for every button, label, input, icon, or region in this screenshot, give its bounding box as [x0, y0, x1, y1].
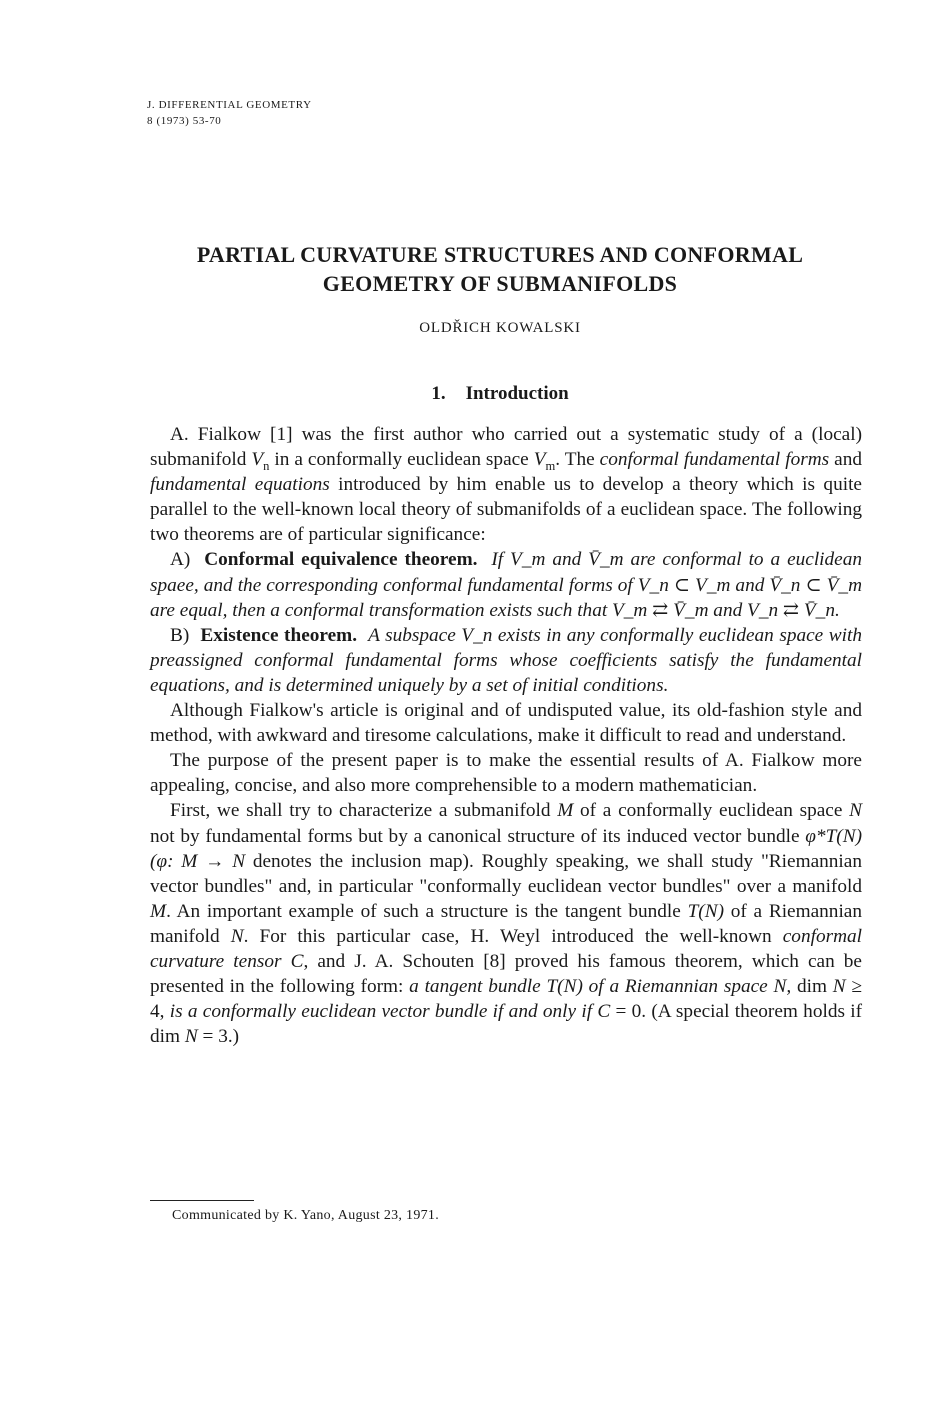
- paragraph-first: First, we shall try to characterize a submanifold M of a conformally euclidean space N not by fundamental forms but by a canonical structure of its induced vector bundle φ*T(N) (φ: M → N denotes the inclusion map). Roughly speaking, we shall study "Riemannian vector bundles" and, in particular "conformally euclidean vector bundles" over a manifold M. An important example of such a structure is the tangent bundle T(N) of a Riemannian manifold N. For this particular case, H. Weyl introduced the well-known conformal curvature tensor C, and J. A. Schouten [8] proved his famous theorem, which can be presented in the following form: a tangent bundle T(N) of a Riemannian space N, dim N ≥ 4, is a conformally euclidean vector bundle if and only if C = 0. (A special theorem holds if dim N = 3.): [150, 800, 863, 1048]
- footnote-rule: [150, 1200, 254, 1201]
- paragraph-purpose: The purpose of the present paper is to make the essential results of A. Fialkow more appealing, concise, and also more comprehensible to a modern mathematician.: [150, 750, 862, 797]
- journal-header: [147, 97, 312, 129]
- theorem-a-name: Conformal equivalence theorem.: [204, 549, 478, 571]
- paper-title: [100, 240, 900, 298]
- journal-citation: 8 (1973) 53-70: [147, 115, 222, 127]
- title-line-1: PARTIAL CURVATURE STRUCTURES AND CONFORMAL: [196, 242, 804, 267]
- theorem-a-label: A): [170, 549, 191, 571]
- body-text: [150, 422, 862, 1049]
- theorem-b: [150, 623, 862, 698]
- theorem-b-label: B): [170, 624, 190, 646]
- footnote: Communicated by K. Yano, August 23, 1971.: [172, 1208, 440, 1223]
- paragraph-fialkow-style: Although Fialkow's article is original and of undisputed value, its old-fashion style and method, with awkward and tiresome calculations, make it difficult to read and understand.: [150, 700, 862, 747]
- journal-name: J. DIFFERENTIAL GEOMETRY: [147, 99, 312, 111]
- theorem-a-text: If V_m and V̄_m are conformal to a euclidean spaee, and the corresponding conformal fundamental forms of V_n ⊂ V_m and V̄_n ⊂ V̄_m are equal, then a conformal transformation exists such that V_m ⇄ V̄_m and V_n ⇄ V̄_n.: [150, 549, 863, 621]
- section-number: 1.: [431, 383, 446, 404]
- title-line-2: GEOMETRY OF SUBMANIFOLDS: [322, 271, 678, 296]
- theorem-a: [150, 547, 862, 622]
- paragraph-intro: A. Fialkow [1] was the first author who carried out a systematic study of a (local) submanifold $V_n$ in a conformally euclidean space $V_m$. The conformal fundamental forms and fundamental equations introduced by him enable us to develop a theory which is quite parallel to the well-known local theory of submanifolds of a euclidean space. The following two theorems are of particular significance:: [150, 424, 862, 546]
- section-heading: [100, 383, 900, 405]
- theorem-b-name: Existence theorem.: [200, 624, 358, 646]
- theorem-b-text: A subspace V_n exists in any conformally euclidean space with preassigned conformal fundamental forms whose coefficients satisfy the fundamental equations, and is determined uniquely by a set of initial conditions.: [150, 624, 862, 696]
- author-name: OLDŘICH KOWALSKI: [419, 320, 581, 336]
- section-title: Introduction: [465, 383, 569, 404]
